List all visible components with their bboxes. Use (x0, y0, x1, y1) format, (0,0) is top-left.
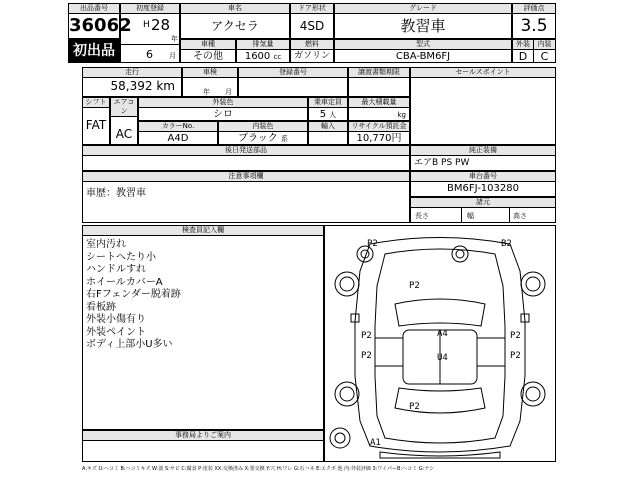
first-registration-box (120, 3, 180, 63)
recycle-header: リサイクル預託金 (349, 122, 409, 132)
inspector-note: ホイールカバーA (86, 276, 163, 288)
car-name-header: 車名 (181, 4, 289, 14)
office-box (82, 430, 324, 462)
mileage-header: 走行 (83, 68, 181, 78)
width-label: 幅 (467, 212, 474, 220)
door-header: ドア形状 (291, 4, 333, 14)
lot-number: 36062 (69, 15, 132, 36)
reg-number-header: 登録番号 (239, 68, 347, 78)
reg-number-box (238, 67, 348, 97)
score: 3.5 (520, 16, 548, 36)
body-type-header: 車種 (181, 40, 235, 50)
import-box (308, 121, 348, 145)
inspection-month-unit: 月 (225, 88, 232, 96)
docs-header: 後日発送部品 (83, 146, 409, 156)
body-type-box (180, 39, 236, 63)
damage-mark: P2 (361, 331, 372, 341)
sales-point-header: セールスポイント (411, 68, 555, 78)
ext-color-header: 外装色 (139, 98, 307, 108)
grade-box (334, 3, 512, 39)
mileage: 58,392 (110, 79, 153, 93)
equipment-header: 純正装備 (411, 146, 555, 156)
car-diagram-box (324, 225, 556, 462)
shift-box (82, 97, 110, 145)
score-header: 評価点 (513, 4, 555, 14)
inspector-header: 検査員記入欄 (83, 226, 323, 236)
displacement-box (236, 39, 290, 63)
dims-header: 諸元 (411, 198, 555, 208)
int-color-suffix: 系 (281, 135, 288, 143)
displacement-unit: cc (273, 53, 282, 61)
interior-header: 内装 (534, 40, 555, 50)
grade: 教習車 (400, 17, 446, 35)
color-no-box (138, 121, 218, 145)
notes: 車歴：教習車 (86, 188, 146, 199)
inspector-notes-list (83, 236, 323, 355)
fuel-header: 燃料 (291, 40, 333, 50)
damage-mark: A4 (437, 329, 448, 339)
inspector-note: 外装小傷有り (86, 314, 146, 325)
model-code: CBA-BM6FJ (395, 51, 451, 62)
docs-box (82, 145, 410, 171)
transfer-header: 譲渡書類期限 (349, 68, 409, 78)
import-header: 輸入 (309, 122, 347, 132)
aircon-header: エアコン (111, 98, 137, 117)
door-type: 4SD (299, 19, 325, 33)
year-unit: 年 (171, 35, 178, 43)
model-code-header: 型式 (335, 40, 511, 50)
notes-header: 注意事項欄 (83, 172, 409, 182)
footer-legend: A:キズ U:ヘコミ B:ヘコミキズ W:波 S:サビ C:腐食 P:塗装 XX:交換済み X:要交換 Y:穴 H:ワレ G:石ハネ E:エクボ 他 内:外装評価 3:ワイパーB:ヘコミ G:ナシ (82, 466, 435, 472)
int-color-box (218, 121, 308, 145)
dims-box (410, 197, 556, 223)
inspector-box (82, 225, 324, 430)
registration-month: 6 (146, 48, 153, 61)
equipment-box (410, 145, 556, 171)
month-unit: 月 (169, 52, 176, 60)
fuel-box (290, 39, 334, 63)
inspector-note: 右Fフェンダー脱着跡 (86, 289, 181, 300)
lot-number-box (68, 3, 132, 39)
color-no: A4D (167, 133, 189, 144)
chassis-header: 車台番号 (411, 172, 555, 182)
damage-mark: B2 (501, 239, 512, 249)
car-name-box (180, 3, 290, 39)
height-label: 高さ (513, 212, 527, 220)
damage-mark: P2 (409, 281, 420, 291)
model-code-box (334, 39, 512, 63)
int-color: ブラック (238, 133, 278, 144)
notes-box (82, 171, 410, 223)
inspector-note: 室内汚れ (86, 239, 126, 250)
aircon-box (110, 97, 138, 145)
shift: FAT (85, 118, 107, 132)
aircon: AC (115, 127, 133, 141)
fuel: ガソリン (293, 51, 330, 61)
ext-color-box (138, 97, 308, 121)
grade-header: グレード (335, 4, 511, 14)
capacity-box (308, 97, 348, 121)
chassis-box (410, 171, 556, 197)
office-header: 事務局よりご案内 (83, 431, 323, 441)
damage-mark: U4 (437, 353, 448, 363)
first-registration-header: 初度登録 (121, 4, 179, 14)
inspector-note: ボディ上部小U多い (86, 339, 173, 350)
load-unit: kg (397, 111, 406, 119)
car-name: アクセラ (211, 19, 259, 33)
car-diagram (325, 226, 555, 461)
damage-mark: P2 (510, 331, 521, 341)
color-no-header: カラーNo. (139, 122, 217, 132)
exterior-grade: D (513, 50, 534, 62)
first-listing-badge (68, 39, 120, 63)
damage-mark: A1 (370, 438, 381, 448)
chassis: BM6FJ-103280 (447, 183, 519, 194)
door-box (290, 3, 334, 39)
grade-detail-box (512, 39, 556, 63)
displacement: 1600 (244, 51, 271, 62)
max-load-header: 最大積載量 (349, 98, 409, 108)
interior-grade: C (540, 50, 549, 63)
shift-header: シフト (83, 98, 109, 108)
inspection-year-unit: 年 (203, 88, 210, 96)
max-load-box (348, 97, 410, 121)
damage-mark: P2 (367, 239, 378, 249)
inspector-note: ハンドルすれ (86, 264, 146, 275)
sales-point-box (410, 67, 556, 145)
inspector-note: シートへたり小 (86, 251, 156, 263)
capacity-header: 乗車定員 (309, 98, 347, 108)
registration-year: 28 (151, 16, 171, 34)
inspection-header: 車検 (183, 68, 237, 78)
inspector-note: 看板跡 (86, 301, 116, 313)
length-label: 長さ (415, 212, 429, 220)
int-color-header: 内装色 (219, 122, 307, 132)
recycle-box (348, 121, 410, 145)
recycle: 10,770円 (356, 133, 402, 144)
inspector-note: 外装ペイント (86, 326, 146, 338)
era-label: H (143, 20, 150, 30)
displacement-header: 排気量 (237, 40, 289, 50)
damage-mark: P2 (361, 351, 372, 361)
mileage-unit: km (156, 79, 175, 93)
exterior-header: 外装 (513, 40, 534, 50)
damage-mark: P2 (510, 351, 521, 361)
ext-color: シロ (213, 109, 233, 120)
first-listing-label: 初出品 (73, 43, 115, 59)
body-type: その他 (193, 51, 223, 62)
inspection-box (182, 67, 238, 97)
mileage-box (82, 67, 182, 97)
capacity: 5 (319, 109, 327, 120)
transfer-box (348, 67, 410, 97)
equipment: エアB PS PW (414, 158, 470, 168)
capacity-unit: 人 (329, 111, 337, 119)
score-box (512, 3, 556, 39)
lot-number-header: 出品番号 (69, 4, 119, 14)
damage-mark: P2 (409, 402, 420, 412)
